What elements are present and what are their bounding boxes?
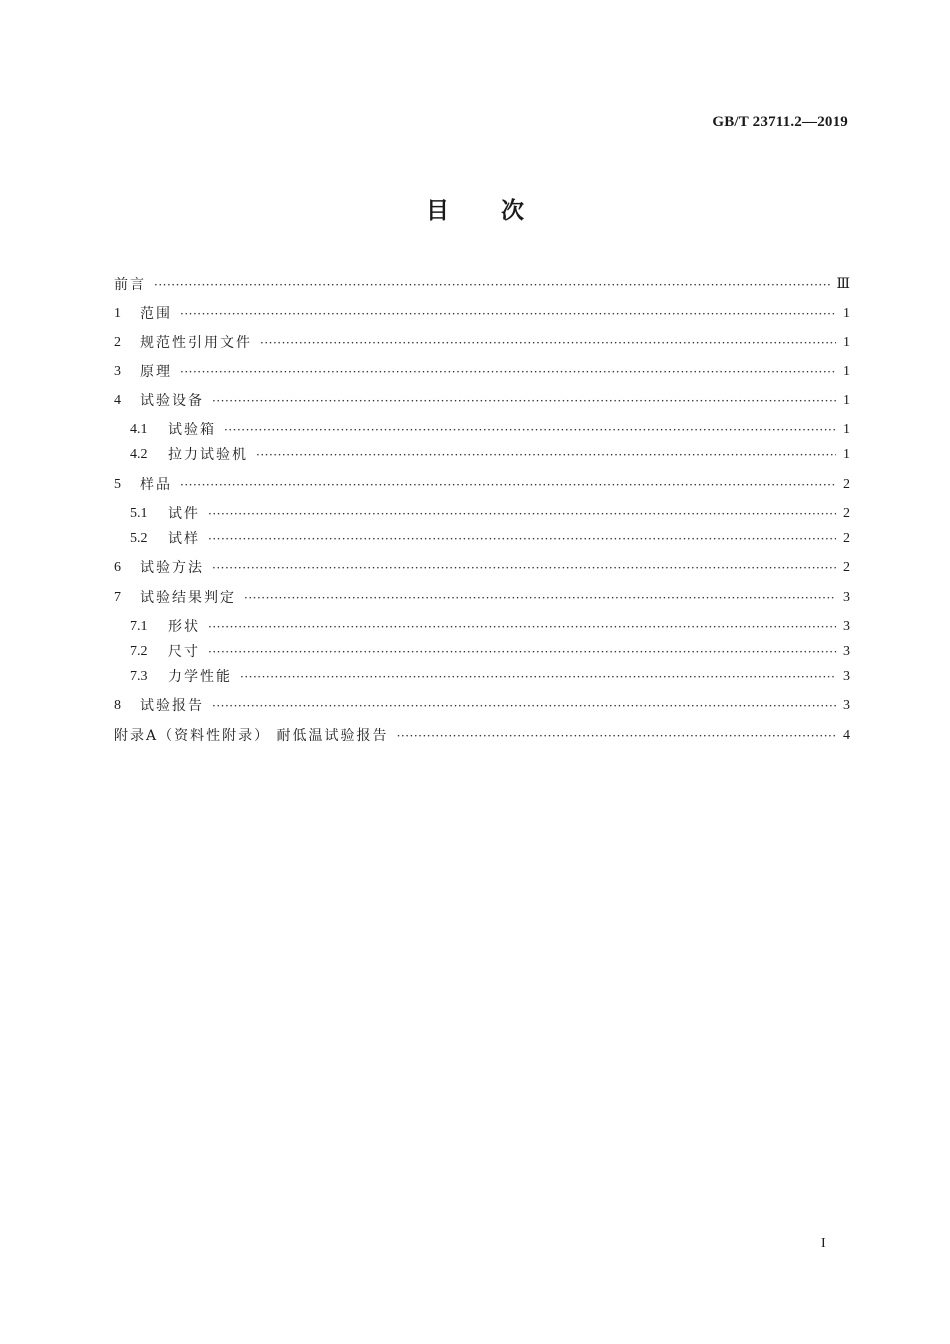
dot-leader	[180, 303, 836, 325]
toc-entry-7[interactable]	[114, 587, 850, 609]
toc-entry-number: 7.3	[130, 669, 148, 684]
toc-entry-label: 试验设备	[140, 393, 204, 409]
toc-entry-number: 1	[114, 306, 121, 321]
dot-leader	[256, 444, 836, 466]
dot-leader	[212, 390, 836, 412]
toc-entry-4-2[interactable]	[130, 444, 850, 466]
dot-leader	[180, 361, 836, 383]
page-title: 目次	[426, 198, 576, 224]
dot-leader	[240, 666, 836, 688]
toc-entry-label: 试验箱	[168, 422, 216, 438]
toc-entry-page: 1	[843, 364, 850, 379]
toc-entry-5[interactable]	[114, 474, 850, 496]
dot-leader	[208, 528, 836, 550]
toc-entry-4-1[interactable]	[130, 419, 850, 441]
document-code: GB/T 23711.2—2019	[712, 114, 848, 130]
toc-entry-page: 3	[843, 619, 850, 634]
toc-entry-number: 4	[114, 393, 121, 408]
toc-entry-label: 试验方法	[140, 560, 204, 576]
toc-entry-page: 1	[843, 335, 850, 350]
toc-entry-number: 3	[114, 364, 121, 379]
toc-entry-number: 7.2	[130, 644, 148, 659]
toc-entry-page: 2	[843, 531, 850, 546]
dot-leader	[208, 616, 836, 638]
toc-entry-6[interactable]	[114, 557, 850, 579]
dot-leader	[180, 474, 836, 496]
toc-entry-label: 形状	[168, 619, 200, 635]
toc-entry-number: 8	[114, 698, 121, 713]
toc-entry-page: Ⅲ	[836, 277, 850, 292]
toc-entry-number: 2	[114, 335, 121, 350]
toc-entry-page: 2	[843, 506, 850, 521]
toc-entry-number: 4.1	[130, 422, 148, 437]
toc-entry-3[interactable]	[114, 361, 850, 383]
toc-entry-4[interactable]	[114, 390, 850, 412]
toc-entry-page: 3	[843, 669, 850, 684]
toc-entry-page: 2	[843, 477, 850, 492]
toc-entry-page: 2	[843, 560, 850, 575]
dot-leader	[244, 587, 836, 609]
toc-entry-page: 1	[843, 422, 850, 437]
dot-leader	[208, 503, 836, 525]
toc-entry-page: 1	[843, 306, 850, 321]
toc-entry-5-2[interactable]	[130, 528, 850, 550]
toc-entry-page: 1	[843, 447, 850, 462]
dot-leader	[224, 419, 836, 441]
toc-entry-label: 力学性能	[168, 669, 232, 685]
toc-entry-2[interactable]	[114, 332, 850, 354]
toc-entry-number: 4.2	[130, 447, 148, 462]
toc-entry-label: 原理	[140, 364, 172, 380]
toc-entry-8[interactable]	[114, 695, 850, 717]
dot-leader	[212, 557, 836, 579]
toc-entry-page: 3	[843, 698, 850, 713]
toc-entry-number: 5.1	[130, 506, 148, 521]
toc-entry-label: 前言	[114, 277, 146, 293]
dot-leader	[212, 695, 836, 717]
toc-entry-page: 4	[843, 728, 850, 743]
toc-entry-number: 7	[114, 590, 121, 605]
toc-entry-label: 拉力试验机	[168, 447, 248, 463]
toc-entry-number: 6	[114, 560, 121, 575]
toc-entry-page: 3	[843, 644, 850, 659]
toc-entry-number: 5	[114, 477, 121, 492]
toc-entry-number: 5.2	[130, 531, 148, 546]
toc-entry-5-1[interactable]	[130, 503, 850, 525]
toc-entry-label: 尺寸	[168, 644, 200, 660]
page-number: I	[821, 1236, 826, 1251]
toc-entry-7-1[interactable]	[130, 616, 850, 638]
toc-entry-label: 规范性引用文件	[140, 335, 252, 351]
dot-leader	[260, 332, 836, 354]
toc-entry-7-2[interactable]	[130, 641, 850, 663]
toc-entry-label: 附录A（资料性附录） 耐低温试验报告	[114, 728, 389, 744]
dot-leader	[397, 725, 836, 747]
toc-entry-label: 范围	[140, 306, 172, 322]
dot-leader	[154, 274, 830, 296]
toc-entry-label: 试件	[168, 506, 200, 522]
toc-entry-page: 1	[843, 393, 850, 408]
toc-entry-foreword[interactable]	[114, 274, 850, 296]
toc-entry-label: 样品	[140, 477, 172, 493]
toc-entry-label: 试样	[168, 531, 200, 547]
toc-entry-annex-a[interactable]	[114, 725, 850, 747]
toc-entry-7-3[interactable]	[130, 666, 850, 688]
toc-entry-number: 7.1	[130, 619, 148, 634]
toc-entry-label: 试验结果判定	[140, 590, 236, 606]
toc-entry-page: 3	[843, 590, 850, 605]
toc-entry-1[interactable]	[114, 303, 850, 325]
dot-leader	[208, 641, 836, 663]
toc-entry-label: 试验报告	[140, 698, 204, 714]
